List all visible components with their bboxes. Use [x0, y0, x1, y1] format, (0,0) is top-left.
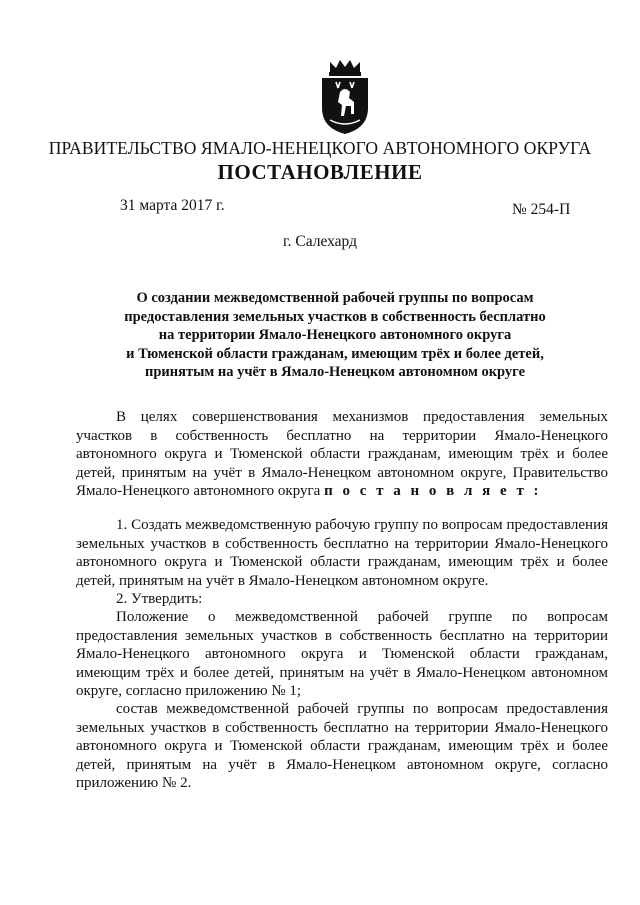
- text-line: автономного округа и Тюменской области гражданам, имеющим трёх и более: [76, 446, 608, 462]
- coat-of-arms-yamal-icon: [316, 58, 374, 136]
- title-line: на территории Ямало-Ненецкого автономного округа: [158, 327, 512, 343]
- document-city: г. Салехард: [283, 233, 357, 250]
- item-2b-paragraph: [76, 700, 608, 793]
- text-line: детей, принятым на учёт в Ямало-Ненецком автономном округе, Правительство: [76, 464, 608, 481]
- text-line: детей, принятым на учёт в Ямало-Ненецком автономном округе.: [76, 572, 489, 589]
- text-line: [76, 482, 608, 501]
- preamble-paragraph: [76, 408, 608, 501]
- text-line: Ямало-Ненецкого автономного округа и Тюменской области гражданам,: [76, 646, 608, 662]
- item-2-heading: 2. Утвердить:: [116, 591, 203, 607]
- title-line: предоставления земельных участков в собственность бесплатно: [124, 308, 546, 325]
- text-line: Положение о межведомственной рабочей группе по вопросам: [116, 609, 608, 625]
- text-line: состав межведомственной рабочей группы по вопросам предоставления: [116, 701, 608, 717]
- item-1-paragraph: [76, 516, 608, 609]
- text-line: автономного округа и Тюменской области гражданам, имеющим трёх и более: [76, 738, 608, 754]
- text-line: земельных участков в собственность бесплатно на территории Ямало-Ненецкого: [76, 719, 608, 736]
- text-line: автономного округа и Тюменской области гражданам, имеющим трёх и более: [76, 554, 608, 570]
- text-line-part: Ямало-Ненецкого автономного округа: [76, 483, 321, 499]
- text-line: участков в собственность бесплатно на территории Ямало-Ненецкого: [76, 427, 608, 444]
- text-line: имеющим трёх и более детей, принятым на учёт в Ямало-Ненецком автономном: [76, 664, 608, 681]
- government-title: ПРАВИТЕЛЬСТВО ЯМАЛО-НЕНЕЦКОГО АВТОНОМНОГО ОКРУГА: [48, 138, 592, 158]
- text-line: приложению № 2.: [76, 775, 192, 791]
- decree-word: п о с т а н о в л я е т :: [324, 483, 542, 499]
- text-line: 1. Создать межведомственную рабочую группу по вопросам предоставления: [116, 517, 608, 533]
- document-date: 31 марта 2017 г.: [120, 197, 225, 214]
- item-2a-paragraph: [76, 608, 608, 701]
- text-line: детей, принятым на учёт в Ямало-Ненецком автономном округе, согласно: [76, 756, 608, 773]
- title-line: О создании межведомственной рабочей группы по вопросам: [136, 290, 534, 306]
- document-number: № 254-П: [512, 201, 571, 218]
- document-type: ПОСТАНОВЛЕНИЕ: [217, 160, 423, 184]
- text-line: земельных участков в собственность бесплатно на территории Ямало-Ненецкого: [76, 535, 608, 552]
- text-line: В целях совершенствования механизмов предоставления земельных: [116, 409, 608, 425]
- document-title: [100, 289, 570, 382]
- title-line: и Тюменской области гражданам, имеющим трёх и более детей,: [126, 345, 544, 362]
- text-line: округе, согласно приложению № 1;: [76, 683, 302, 699]
- text-line: предоставления земельных участков в собственность бесплатно на территории: [76, 627, 608, 644]
- title-line: принятым на учёт в Ямало-Ненецком автономном округе: [144, 364, 526, 380]
